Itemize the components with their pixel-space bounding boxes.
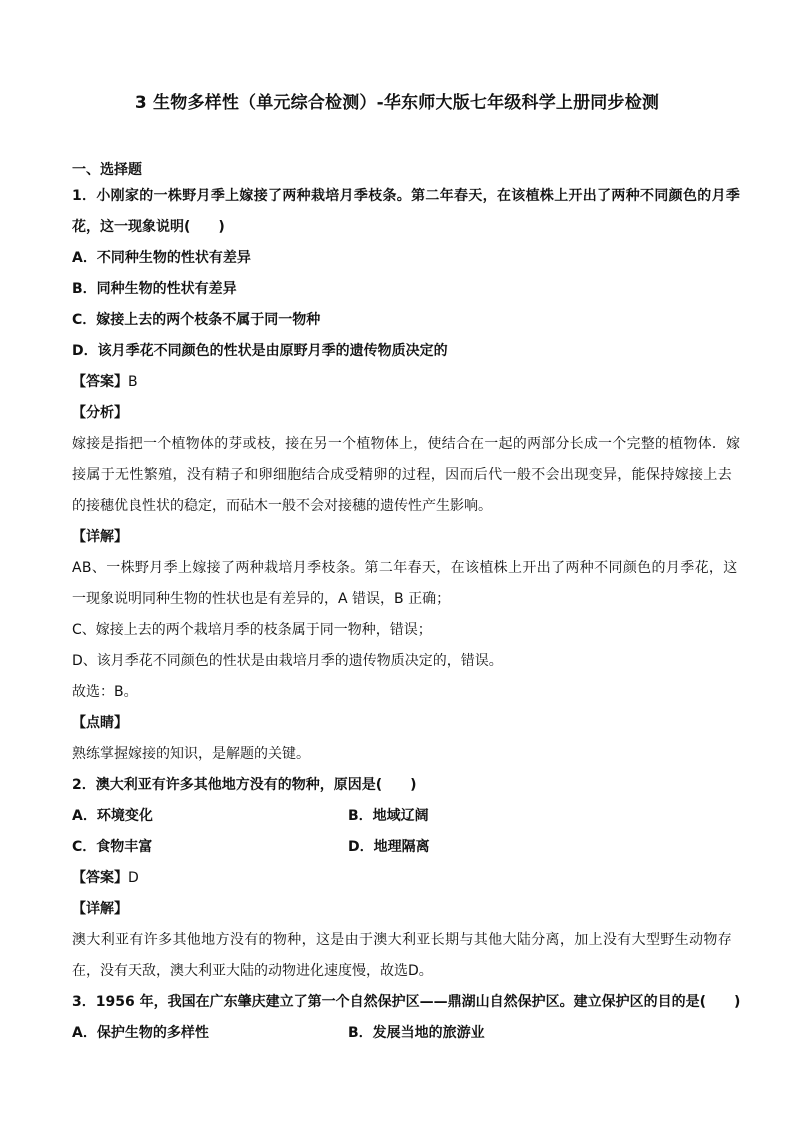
q2-stem: 2．澳大利亚有许多其他地方没有的物种，原因是( ) [72, 777, 417, 793]
q1-point-tag: 【点睛】 [72, 715, 128, 731]
q1-stem-line2: 花，这一现象说明( ) [72, 219, 225, 235]
q1-stem-line1: 1．小刚家的一株野月季上嫁接了两种栽培月季枝条。第二年春天，在该植株上开出了两种不同颜色的月季 [72, 188, 741, 204]
q2-detail-tag: 【详解】 [72, 901, 128, 917]
q1-detail-line: 一现象说明同种生物的性状也是有差异的，A 错误，B 正确； [72, 591, 451, 607]
q2-option-d: D．地理隔离 [348, 839, 430, 855]
q2-detail-line: 在，没有天敌，澳大利亚大陆的动物进化速度慢，故选D。 [72, 963, 433, 979]
q2-option-a: A．环境变化 [72, 808, 153, 824]
q2-answer-value: D [128, 870, 139, 886]
answer-tag: 【答案】 [72, 870, 128, 886]
q1-point-text: 熟练掌握嫁接的知识，是解题的关键。 [72, 746, 310, 762]
q2-detail-line: 澳大利亚有许多其他地方没有的物种，这是由于澳大利亚长期与其他大陆分离，加上没有大型野生动物存 [72, 932, 733, 948]
q1-answer-row [72, 372, 732, 392]
q1-analysis-line: 嫁接是指把一个植物体的芽或枝，接在另一个植物体上，使结合在一起的两部分长成一个完整的植物体．嫁 [72, 436, 741, 452]
q1-option-c: C．嫁接上去的两个枝条不属于同一物种 [72, 312, 321, 328]
q1-option-a: A．不同种生物的性状有差异 [72, 250, 251, 266]
q1-detail-line: D、该月季花不同颜色的性状是由栽培月季的遗传物质决定的，错误。 [72, 653, 503, 669]
q1-detail-line: C、嫁接上去的两个栽培月季的枝条属于同一物种，错误； [72, 622, 432, 638]
q2-answer-row [72, 868, 732, 888]
q1-option-d: D．该月季花不同颜色的性状是由原野月季的遗传物质决定的 [72, 343, 448, 359]
q1-analysis-tag: 【分析】 [72, 405, 128, 421]
section-heading: 一、选择题 [72, 162, 142, 178]
q1-option-b: B．同种生物的性状有差异 [72, 281, 237, 297]
answer-tag: 【答案】 [72, 374, 128, 390]
q1-analysis-line: 的接穗优良性状的稳定，而砧木一般不会对接穗的遗传性产生影响。 [72, 498, 492, 514]
page-title: 3 生物多样性（单元综合检测）-华东师大版七年级科学上册同步检测 [134, 93, 660, 113]
q1-detail-line: AB、一株野月季上嫁接了两种栽培月季枝条。第二年春天，在该植株上开出了两种不同颜色的月季花，这 [72, 560, 738, 576]
q2-option-c: C．食物丰富 [72, 839, 153, 855]
q1-analysis-line: 接属于无性繁殖，没有精子和卵细胞结合成受精卵的过程，因而后代一般不会出现变异，能保持嫁接上去 [72, 467, 733, 483]
q1-detail-tag: 【详解】 [72, 529, 128, 545]
q3-stem: 3．1956 年，我国在广东肇庆建立了第一个自然保护区——鼎湖山自然保护区。建立保护区的目的是( ) [72, 994, 741, 1010]
q1-detail-line: 故选：B。 [72, 684, 138, 700]
q1-answer-value: B [128, 374, 138, 390]
q3-option-a: A．保护生物的多样性 [72, 1025, 209, 1041]
q3-option-b: B．发展当地的旅游业 [348, 1025, 485, 1041]
q2-option-b: B．地域辽阔 [348, 808, 429, 824]
